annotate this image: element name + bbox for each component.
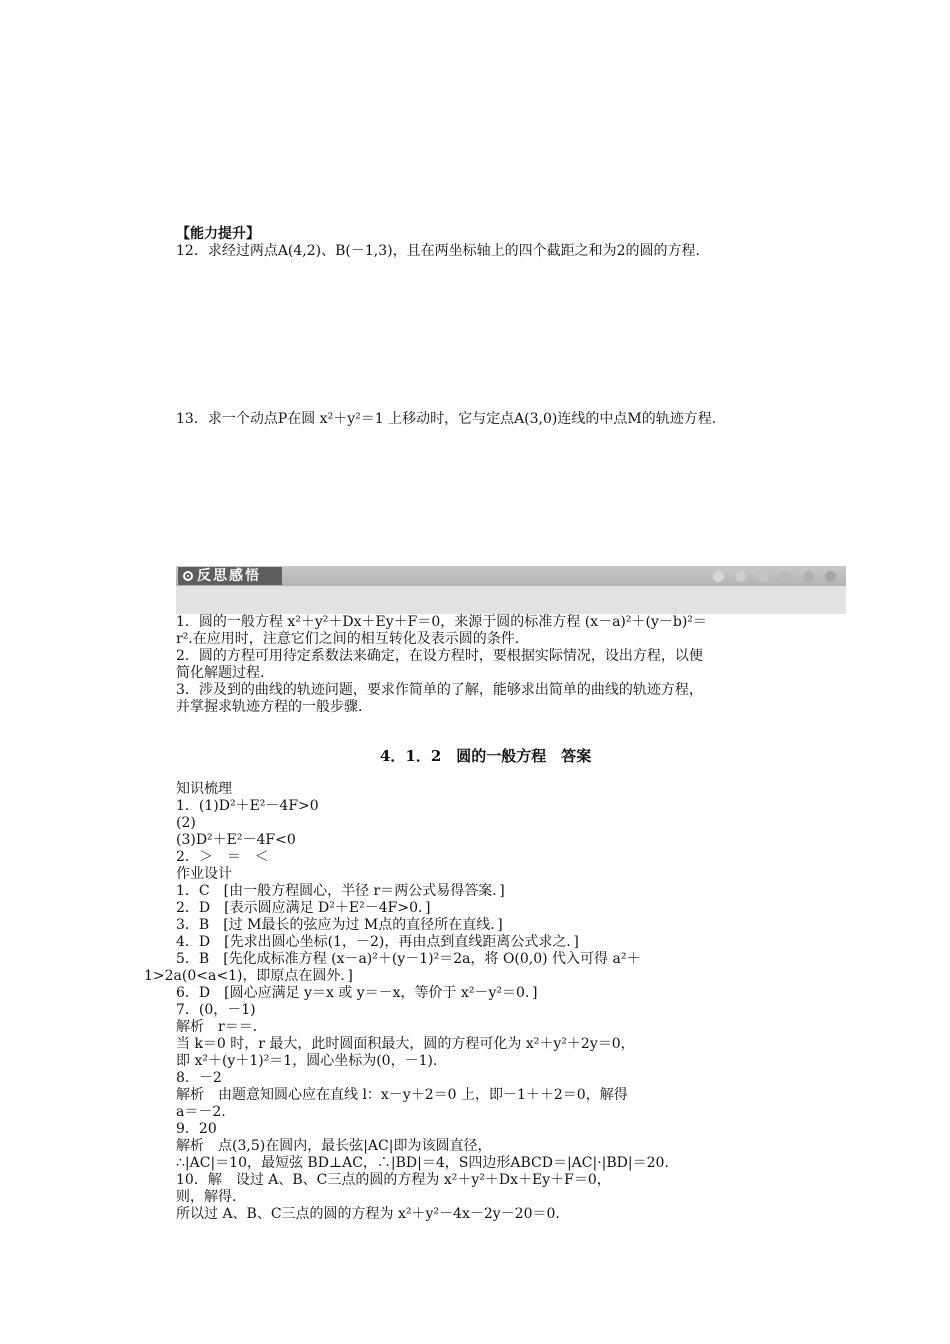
- answer-line: 1．C [由一般方程圆心，半径 r＝两公式易得答案．]: [176, 883, 505, 899]
- reflection-line: r².在应用时，注意它们之间的相互转化及表示圆的条件.: [176, 631, 520, 647]
- reflection-banner: [176, 566, 846, 614]
- answer-line: 7．(0，－1): [176, 1002, 256, 1018]
- answer-line: 知识梳理: [176, 781, 232, 797]
- reflection-line: 并掌握求轨迹方程的一般步骤.: [176, 699, 363, 715]
- banner-dot-icon: [735, 571, 746, 582]
- question-12: 12．求经过两点A(4,2)、B(－1,3)，且在两坐标轴上的四个截距之和为2的圆的方程.: [176, 243, 700, 259]
- question-13: 13．求一个动点P在圆 x²＋y²＝1 上移动时，它与定点A(3,0)连线的中点M的轨迹方程.: [176, 411, 717, 427]
- answer-line: (2): [176, 815, 196, 831]
- reflection-line: 3．涉及到的曲线的轨迹问题，要求作简单的了解，能够求出简单的曲线的轨迹方程，: [176, 682, 703, 698]
- answer-line: 8．－2: [176, 1070, 222, 1086]
- section-heading-ability: 【能力提升】: [176, 226, 260, 242]
- answer-line: 所以过 A、B、C三点的圆的方程为 x²＋y²－4x－2y－20＝0.: [176, 1206, 560, 1222]
- banner-label-text: 反思感悟: [197, 568, 261, 584]
- answer-line: 解析 r＝＝.: [176, 1019, 258, 1035]
- reflection-line: 1．圆的一般方程 x²＋y²＋Dx＋Ey＋F＝0，来源于圆的标准方程 (x－a)²＋(y－b)²＝: [176, 614, 707, 630]
- answer-line: 9．20: [176, 1121, 217, 1137]
- reflection-line: 2．圆的方程可用待定系数法来确定，在设方程时，要根据实际情况，设出方程，以便: [176, 648, 703, 664]
- answer-line: 则，解得.: [176, 1189, 237, 1205]
- answer-line: 解析 点(3,5)在圆内，最长弦|AC|即为该圆直径，: [176, 1138, 492, 1154]
- banner-dot-icon: [758, 571, 769, 582]
- answer-line: 作业设计: [176, 866, 232, 882]
- answer-line: 5．B [先化成标准方程 (x－a)²＋(y－1)²＝2a，将 O(0,0) 代入可得 a²＋: [176, 951, 641, 967]
- banner-dot-icon: [825, 571, 836, 582]
- answer-line: 当 k＝0 时，r 最大，此时圆面积最大，圆的方程可化为 x²＋y²＋2y＝0，: [176, 1036, 635, 1052]
- banner-dot-icon: [803, 571, 814, 582]
- answer-line: 1．(1)D²＋E²－4F>0: [176, 798, 319, 814]
- answer-line: ∴|AC|＝10，最短弦 BD⊥AC，∴|BD|＝4，S四边形ABCD＝|AC|·|BD|＝20.: [176, 1155, 669, 1171]
- banner-dots: [706, 570, 836, 586]
- banner-dot-icon: [780, 571, 791, 582]
- answer-line: 2．D [表示圆应满足 D²＋E²－4F>0．]: [176, 900, 431, 916]
- answer-line: (3)D²＋E²－4F<0: [176, 832, 296, 848]
- answer-line: 10．解 设过 A、B、C三点的圆的方程为 x²＋y²＋Dx＋Ey＋F＝0，: [176, 1172, 611, 1188]
- answer-line: 4．D [先求出圆心坐标(1，－2)，再由点到直线距离公式求之．]: [176, 934, 579, 950]
- answer-line: 即 x²＋(y＋1)²＝1，圆心坐标为(0，－1).: [176, 1053, 438, 1069]
- banner-label: [178, 567, 282, 585]
- reflection-line: 简化解题过程.: [176, 665, 265, 681]
- answer-line: a＝－2.: [176, 1104, 226, 1120]
- banner-shade: [176, 586, 846, 614]
- answer-line: 解析 由题意知圆心应在直线 l：x－y＋2＝0 上，即－1＋＋2＝0，解得: [176, 1087, 628, 1103]
- answer-line: 2．＞ ＝ ＜: [176, 849, 269, 865]
- target-icon: [183, 571, 193, 581]
- banner-dot-icon: [713, 571, 724, 582]
- answer-line: 6．D [圆心应满足 y＝x 或 y＝－x，等价于 x²－y²＝0．]: [176, 985, 538, 1001]
- answer-line: 3．B [过 M最长的弦应为过 M点的直径所在直线．]: [176, 917, 503, 933]
- answer-title: 4．1．2 圆的一般方程 答案: [380, 747, 592, 765]
- answer-line: 1>2a(0<a<1)，即原点在圆外．]: [144, 968, 353, 984]
